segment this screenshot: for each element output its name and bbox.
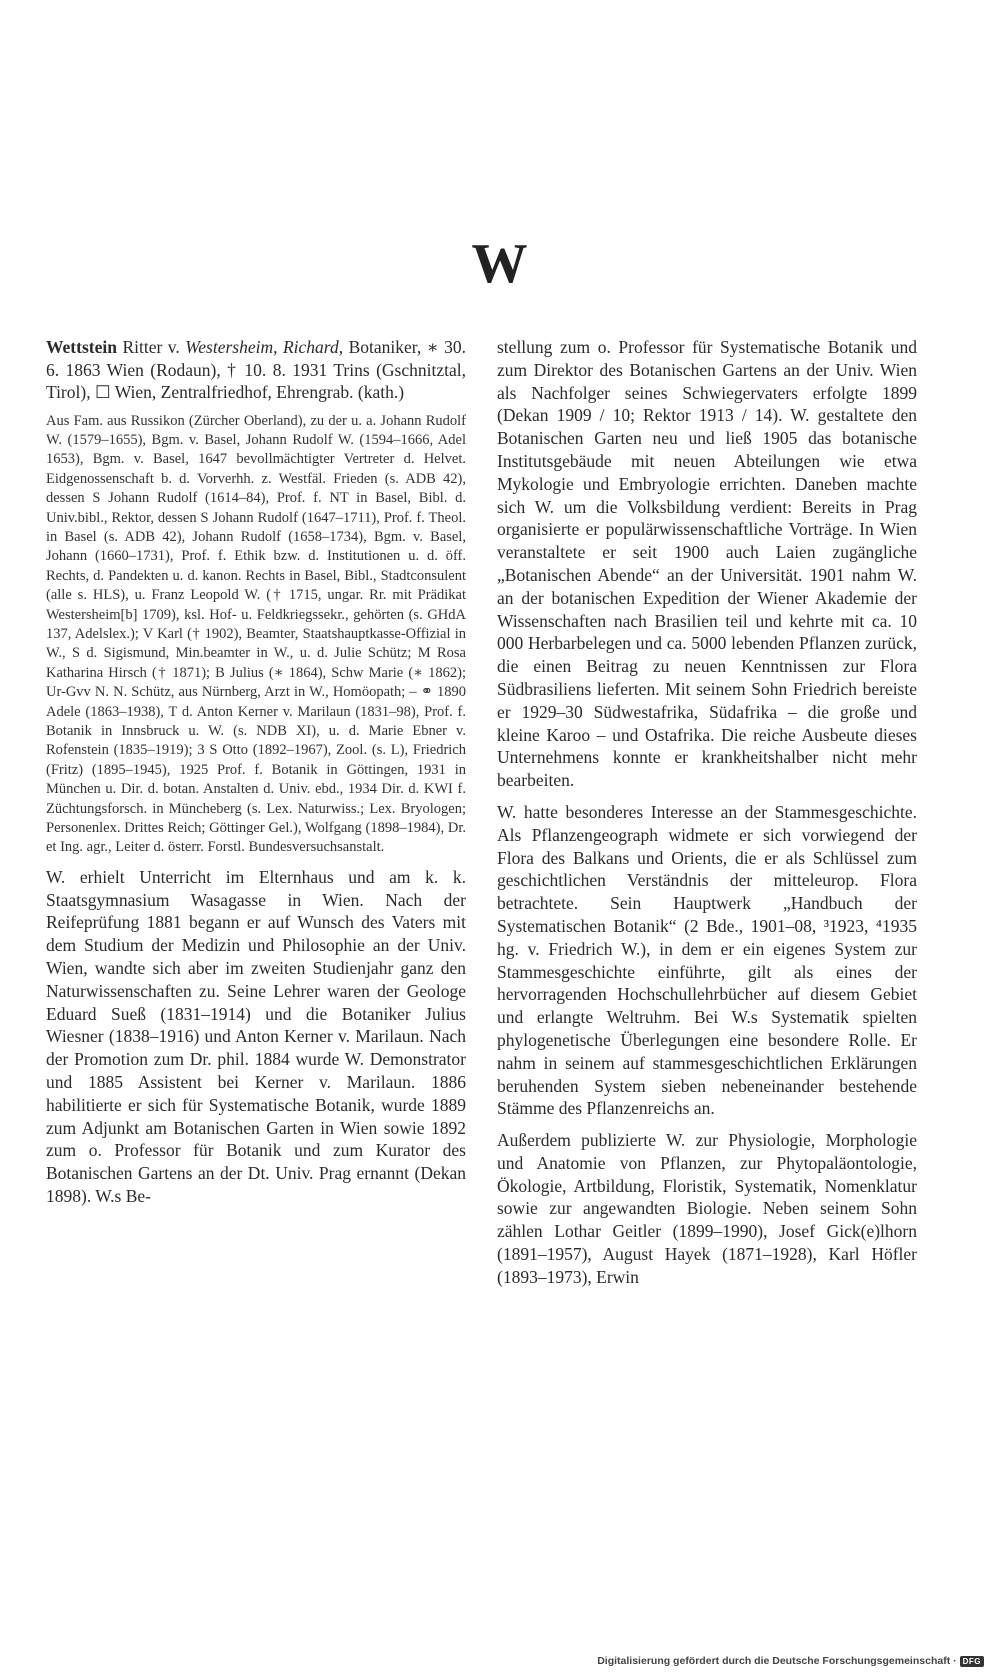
- digitization-footer: [597, 1655, 984, 1667]
- genealogy-paragraph: Aus Fam. aus Russikon (Zürcher Oberland), zu der u. a. Johann Rudolf W. (1579–1655), Bgm. v. Basel, Johann Rudolf W. (1594–1666, Adel 1653), Bgm. v. Basel, 1647 bevollmächtigter Vertreter d. Helvet. Eidgenossenschaft b. d. Vorverhh. z. Westfäl. Frieden (s. ADB 42), dessen S Johann Rudolf (1614–84), Prof. f. NT in Basel, Bibl. d. Univ.bibl., Rektor, dessen S Johann Rudolf (1647–1711), Prof. f. Theol. in Basel (s. ADB 42), Johann Rudolf (1658–1734), Bgm. v. Basel, Johann (1660–1731), Prof. f. Ethik bzw. d. Institutionen u. d. öff. Rechts, d. Pandekten u. d. kanon. Rechts in Basel, Bibl., Stadtconsulent (alle s. HLS), u. Franz Leopold W. († 1715, ungar. Rr. mit Prädikat Westersheim[b] 1709), ksl. Hof- u. Feldkriegssekr., gehörten (s. GHdA 137, Adelslex.); V Karl († 1902), Beamter, Staatshauptkasse-Offizial in W., S d. Sigismund, Min.beamter in W., u. d. Julie Schütz; M Rosa Katharina Hirsch († 1871); B Julius (∗ 1864), Schw Marie (∗ 1862); Ur-Gvv N. N. Schütz, aus Nürnberg, Arzt in W., Homöopath; – ⚭ 1890 Adele (1863–1938), T d. Anton Kerner v. Marilaun (1831–98), Prof. f. Botanik in Innsbruck u. W. (s. NDB XI), u. d. Marie Ebner v. Rofenstein (1835–1919); 3 S Otto (1892–1967), Zool. (s. L), Friedrich (Fritz) (1895–1945), 1925 Prof. f. Botanik in Göttingen, 1931 in München u. Dir. d. botan. Anstalten d. Univ. ebd., 1934 Dir. d. KWI f. Züchtungsforsch. in Müncheberg (s. Lex. Naturwiss.; Lex. Bryologen; Personenlex. Drittes Reich; Göttinger Gel.), Wolfgang (1898–1984), Dr. et Ing. agr., Leiter d. österr. Forstl. Bundesversuchsanstalt.: [46, 412, 466, 856]
- entry-title-prefix: Ritter v.: [116, 337, 186, 357]
- entry-full-name: Westersheim, Richard,: [185, 337, 344, 357]
- dfg-logo-icon: DFG: [960, 1656, 984, 1667]
- footer-text: Digitalisierung gefördert durch die Deutsche Forschungsgemeinschaft ·: [597, 1655, 957, 1667]
- entry-heading: [46, 336, 466, 404]
- biography-paragraph-1: W. erhielt Unterricht im Elternhaus und am k. k. Staatsgymnasium Wasagasse in Wien. Nach der Reifeprüfung 1881 begann er auf Wunsch des Vaters mit dem Studium der Medizin und Philosophie an der Univ. Wien, wandte sich aber im zweiten Studienjahr ganz den Naturwissenschaften zu. Seine Lehrer waren der Geologe Eduard Sueß (1831–1914) und die Botaniker Julius Wiesner (1838–1916) und Anton Kerner v. Marilaun. Nach der Promotion zum Dr. phil. 1884 wurde W. Demonstrator und 1885 Assistent bei Kerner v. Marilaun. 1886 habilitierte er sich für Systematische Botanik, wurde 1889 zum Adjunkt am Botanischen Garten in Wien sowie 1892 zum o. Professor für Botanik und zum Kurator des Botanischen Gartens an der Dt. Univ. Prag ernannt (Dekan 1898). W.s Be-: [46, 866, 466, 1206]
- biography-paragraph-4: Außerdem publizierte W. zur Physiologie, Morphologie und Anatomie von Pflanzen, zur Phytopaläontologie, Ökologie, Artbildung, Floristik, Systematik, Nomenklatur sowie zur angewandten Biologie. Neben seinem Sohn zählen Lothar Geitler (1899–1990), Josef Gick(e)lhorn (1891–1957), August Hayek (1871–1928), Karl Höfler (1893–1973), Erwin: [497, 1130, 917, 1287]
- biography-paragraph-3: W. hatte besonderes Interesse an der Stammesgeschichte. Als Pflanzengeograph widmete er sich vorwiegend der Flora des Balkans und Orients, die er als Schlüssel zum geschichtlichen Verständnis der mitteleurop. Flora betrachtete. Sein Hauptwerk „Handbuch der Systematischen Botanik“ (2 Bde., 1901–08, ³1923, ⁴1935 hg. v. Friedrich W.), in dem er ein eigenes System zur Stammesgeschichte einführte, gilt als eines der hervorragenden Hochschullehrbücher auf diesem Gebiet und erlangte Weltruhm. Bei W.s Systematik spielten phylogenetische Überlegungen eine besondere Rolle. Er nahm in seinem auf stammesgeschichtlichen Erklärungen beruhenden System sieben nebeneinander bestehende Stämme des Pflanzenreichs an.: [497, 801, 917, 1119]
- entry-name: Wettstein: [46, 337, 117, 357]
- biography-paragraph-2: stellung zum o. Professor für Systematische Botanik und zum Direktor des Botanischen Gartens an der Univ. Wien als Nachfolger seines Schwiegervaters erfolgte 1899 (Dekan 1909 / 10; Rektor 1913 / 14). W. gestaltete den Botanischen Garten neu und ließ 1905 das botanische Institutsgebäude mit neuen Abteilungen wie etwa Mykologie und Embryologie errichten. Daneben machte sich W. um die Volksbildung verdient: Bereits in Prag organisierte er populärwissenschaftliche Vorträge. In Wien veranstaltete er seit 1900 auch Laien zugängliche „Botanischen Abende“ an der Universität. 1901 nahm W. an der botanischen Expedition der Wiener Akademie der Wissenschaften nach Brasilien teil und kehrte mit ca. 10 000 Herbarbelegen und ca. 5000 lebenden Pflanzen zurück, die einen Beitrag zu neuen Kenntnissen zur Flora Südbrasiliens lieferten. Mit seinem Sohn Friedrich bereiste er 1929–30 Südwestafrika, Südafrika – die große und kleine Karoo – und Ostafrika. Die reiche Ausbeute dieses Unternehmens konnte er krankheitshalber nicht mehr bearbeiten.: [497, 337, 917, 791]
- left-column: [46, 336, 466, 1217]
- section-letter: W: [471, 233, 529, 295]
- entry-life-data: Botaniker, ∗ 30. 6. 1863 Wien (Rodaun), † 10. 8. 1931 Trins (Gschnitztal, Tirol), ☐ Wien, Zentralfriedhof, Ehrengrab. (kath.): [46, 337, 467, 402]
- right-column: [497, 336, 917, 1298]
